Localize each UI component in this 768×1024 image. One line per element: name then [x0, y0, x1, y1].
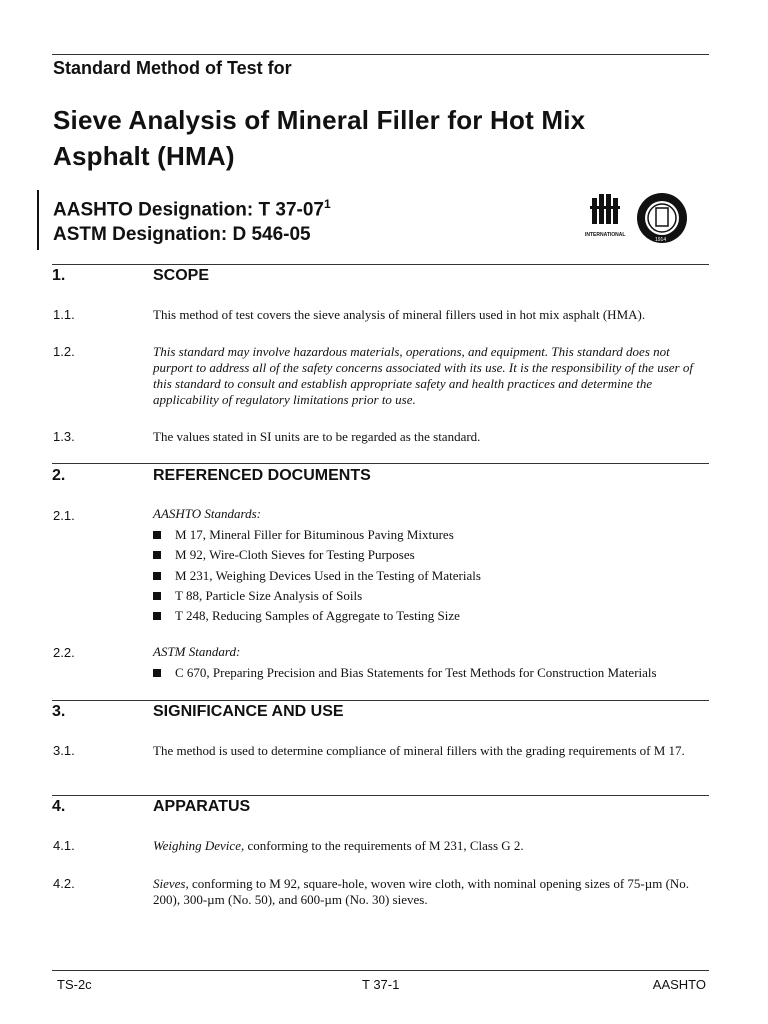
bullet-icon	[153, 669, 161, 677]
paragraph-number: 1.3.	[53, 429, 75, 444]
list-item: C 670, Preparing Precision and Bias Statements for Test Methods for Construction Materials	[153, 665, 657, 681]
list-item: T 248, Reducing Samples of Aggregate to Testing Size	[153, 608, 460, 624]
section-number: 1.	[52, 267, 66, 284]
aashto-designation	[53, 197, 331, 221]
astm-logo-icon	[584, 188, 688, 250]
paragraph-number: 2.2.	[53, 645, 75, 660]
section-number: 3.	[52, 703, 66, 720]
section-title-significance-and-use: SIGNIFICANCE AND USE	[153, 703, 344, 720]
section-number: 4.	[52, 798, 66, 815]
aashto-designation-text: AASHTO Designation: T 37-07	[53, 199, 324, 221]
document-subtitle: Standard Method of Test for	[53, 58, 292, 78]
bullet-icon	[153, 551, 161, 559]
change-bar	[37, 190, 39, 250]
footer-rule	[52, 970, 709, 971]
aashto-seal-icon	[637, 193, 687, 243]
paragraph-text: The method is used to determine compliance of mineral fillers with the grading requirements of M 17.	[153, 743, 685, 758]
footer-page-number: T 37-1	[362, 977, 400, 992]
section-number: 2.	[52, 467, 66, 484]
section-rule	[52, 700, 709, 701]
paragraph-text: Weighing Device, conforming to the requirements of M 231, Class G 2.	[153, 838, 524, 853]
top-rule	[52, 54, 709, 55]
section-rule	[52, 264, 709, 265]
paragraph-text: This method of test covers the sieve analysis of mineral fillers used in hot mix asphalt (HMA).	[153, 307, 646, 322]
paragraph-number: 1.2.	[53, 344, 75, 359]
astm-designation: ASTM Designation: D 546-05	[53, 224, 311, 245]
document-title	[53, 102, 585, 174]
paragraph-number: 4.1.	[53, 838, 75, 853]
list-item: M 17, Mineral Filler for Bituminous Paving Mixtures	[153, 527, 454, 543]
paragraph-number: 1.1.	[53, 307, 75, 322]
footnote-marker: 1	[323, 197, 331, 211]
logos	[584, 188, 688, 248]
paragraph-text: The values stated in SI units are to be regarded as the standard.	[153, 429, 481, 444]
bullet-icon	[153, 572, 161, 580]
paragraph-text: Sieves, conforming to M 92, square-hole, woven wire cloth, with nominal opening sizes of 75-µm (No. 200), 300-µm (No. 50), and 600-µm (No. 30) sieves.	[153, 876, 690, 907]
section-title-apparatus: APPARATUS	[153, 798, 251, 815]
list-heading: AASHTO Standards:	[153, 506, 261, 521]
paragraph-number: 4.2.	[53, 876, 75, 891]
bullet-icon	[153, 531, 161, 539]
paragraph-number: 3.1.	[53, 743, 75, 758]
list-item: T 88, Particle Size Analysis of Soils	[153, 588, 362, 604]
paragraph-text: This standard may involve hazardous materials, operations, and equipment. This standard does not purport to address all of the safety concerns associated with its use. It is the responsibility of the user of this standard to consult and establish appropriate safety and health practices and determine the applicability of regulatory limitations prior to use.	[153, 344, 693, 407]
bullet-icon	[153, 612, 161, 620]
list-item: M 231, Weighing Devices Used in the Testing of Materials	[153, 568, 481, 584]
section-rule	[52, 463, 709, 464]
section-title-scope: SCOPE	[153, 267, 210, 284]
title-line-2: Asphalt (HMA)	[53, 141, 235, 171]
seal-year: 1914	[655, 237, 667, 243]
logo-caption: INTERNATIONAL	[585, 232, 626, 238]
section-title-referenced-documents: REFERENCED DOCUMENTS	[153, 467, 371, 484]
footer-left: TS-2c	[57, 977, 92, 992]
list-item: M 92, Wire-Cloth Sieves for Testing Purposes	[153, 547, 415, 563]
bullet-icon	[153, 592, 161, 600]
title-line-1: Sieve Analysis of Mineral Filler for Hot Mix	[53, 105, 586, 135]
footer-right: AASHTO	[652, 977, 706, 992]
defined-term: Weighing Device	[153, 838, 241, 853]
defined-term: Sieves	[153, 876, 186, 891]
paragraph-number: 2.1.	[53, 508, 75, 523]
list-heading: ASTM Standard:	[153, 644, 241, 659]
section-rule	[52, 795, 709, 796]
